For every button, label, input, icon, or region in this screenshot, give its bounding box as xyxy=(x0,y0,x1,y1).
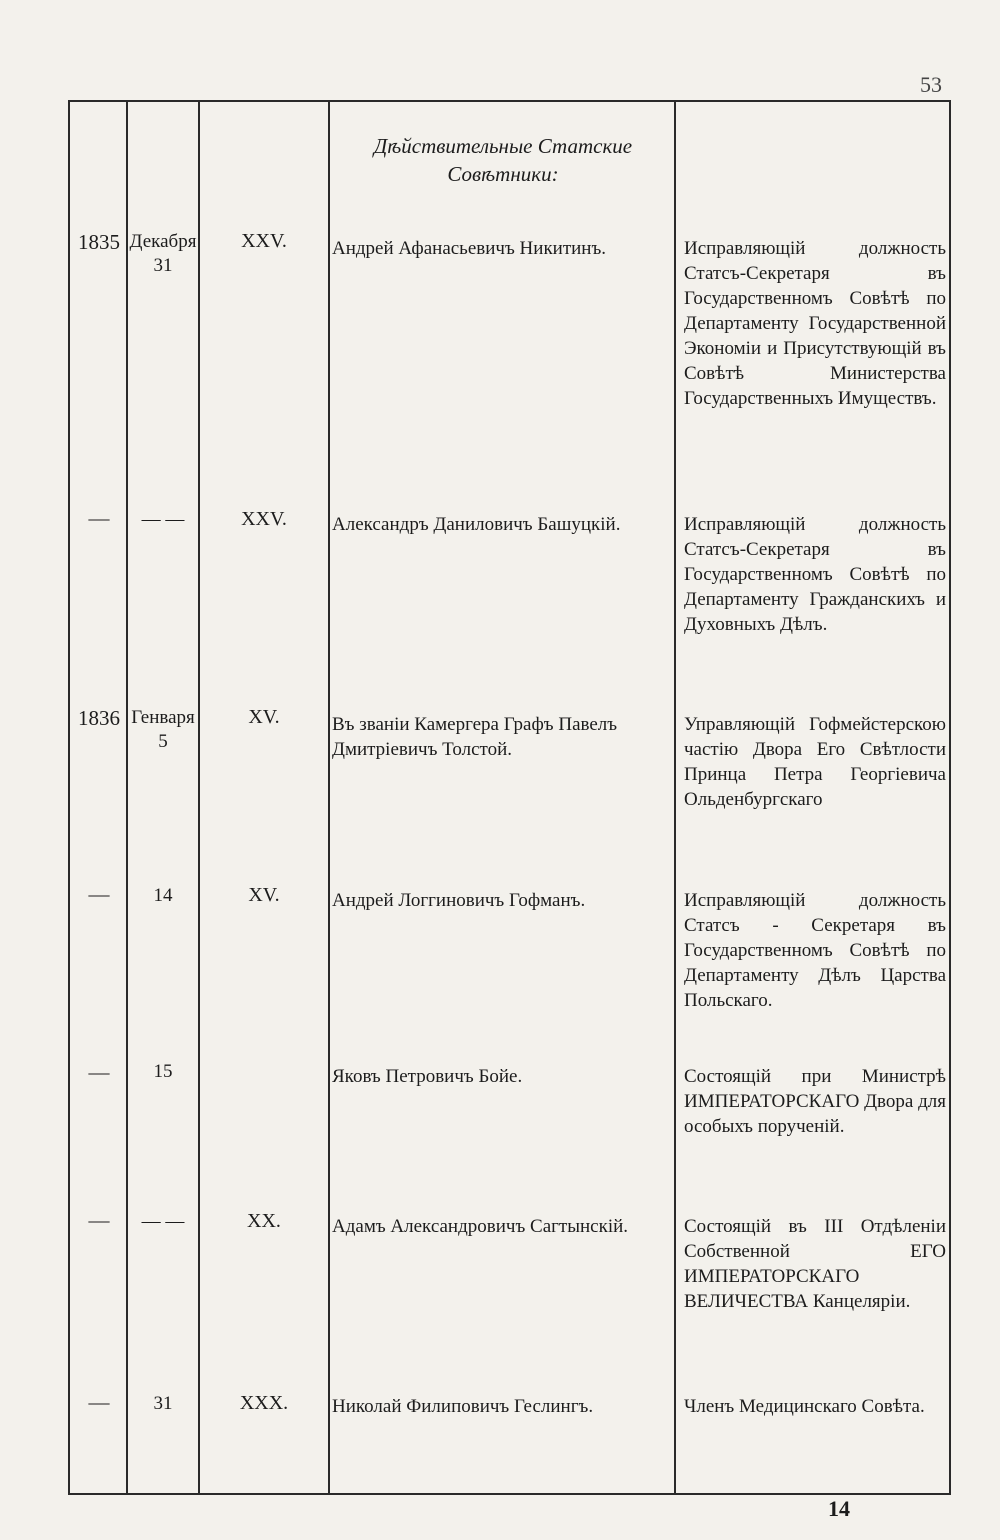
entry-position: Состоящій при Министрѣ ИМПЕРАТОРСКАГО Двора для особыхъ порученій. xyxy=(684,1066,946,1137)
entry-position: Состоящій въ III Отдѣленіи Собственной ЕГО ИМПЕРАТОРСКАГО ВЕЛИЧЕСТВА Канцеляріи. xyxy=(684,1216,946,1312)
entry-class: XV. xyxy=(248,884,280,906)
entry-year: 1836 xyxy=(78,706,120,730)
entry-name: Андрей Логгиновичъ Гофманъ. xyxy=(332,890,586,911)
entry-date: 31 xyxy=(153,1393,173,1414)
entry-name: Александръ Даниловичъ Башуцкій. xyxy=(332,514,621,535)
column-divider-date xyxy=(198,102,200,1493)
entry-date: 15 xyxy=(153,1061,173,1082)
entry-name: Яковъ Петровичъ Бойе. xyxy=(332,1066,523,1087)
entry-name: Николай Филиповичъ Геслингъ. xyxy=(332,1396,594,1417)
entry-date: Генваря 5 xyxy=(131,707,195,752)
entry-class: XXV. xyxy=(241,230,287,252)
ledger-table xyxy=(68,100,951,1495)
entry-date: — — xyxy=(141,509,185,530)
entry-position: Управляющій Гофмейстерскою частію Двора Его Свѣтлости Принца Петра Георгіевича Ольденбургскаго xyxy=(684,714,946,810)
entry-year: — xyxy=(88,506,110,530)
entry-class: XV. xyxy=(248,706,280,728)
entry-name: Въ званіи Камергера Графъ Павелъ Дмитріевичъ Толстой. xyxy=(332,714,618,760)
entry-class: XX. xyxy=(247,1210,281,1232)
column-divider-year xyxy=(126,102,128,1493)
entry-date: — — xyxy=(141,1211,185,1232)
entry-year: — xyxy=(88,1208,110,1232)
signature-mark: 14 xyxy=(828,1496,850,1521)
entry-position: Исправляющій должность Статсъ-Секретаря въ Государственномъ Совѣтѣ по Департаменту Государственной Экономіи и Присутствующій въ Совѣтѣ Министерства Государственныхъ Имуществъ. xyxy=(684,238,946,409)
column-header-title: Дѣйствительные Статские Совѣтники: xyxy=(373,134,633,186)
entry-class: XXV. xyxy=(241,508,287,530)
entry-year: 1835 xyxy=(78,230,120,254)
entry-year: — xyxy=(88,1390,110,1414)
entry-class: XXX. xyxy=(239,1392,289,1414)
entry-position: Исправляющій должность Статсъ-Секретаря въ Государственномъ Совѣтѣ по Департаменту Гражданскихъ и Духовныхъ Дѣлъ. xyxy=(684,514,946,635)
entry-date: 14 xyxy=(153,885,173,906)
column-divider-class xyxy=(328,102,330,1493)
entry-year: — xyxy=(88,882,110,906)
entry-position: Членъ Медицинскаго Совѣта. xyxy=(684,1396,925,1417)
column-divider-name xyxy=(674,102,676,1493)
entry-name: Адамъ Александровичъ Сагтынскій. xyxy=(332,1216,629,1237)
entry-name: Андрей Афанасьевичъ Никитинъ. xyxy=(332,238,607,259)
entry-year: — xyxy=(88,1060,110,1084)
entry-date: Декабря 31 xyxy=(129,231,197,276)
entry-position: Исправляющій должность Статсъ - Секретаря въ Государственномъ Совѣтѣ по Департаменту Дѣлъ Царства Польскаго. xyxy=(684,890,946,1011)
page-number: 53 xyxy=(920,72,942,97)
